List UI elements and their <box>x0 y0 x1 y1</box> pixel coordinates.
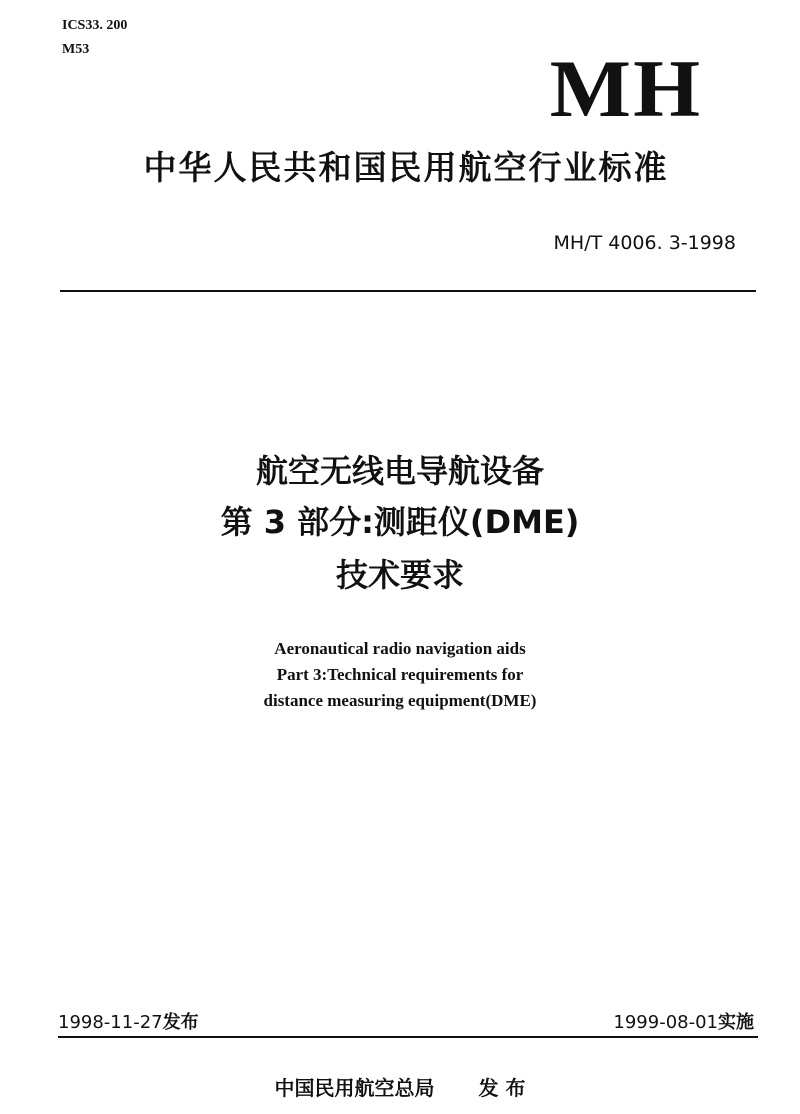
issue-date: 1998-11-27 <box>58 1012 163 1033</box>
top-divider <box>60 290 756 292</box>
mh-logo: MH <box>549 43 702 134</box>
document-title-en-line1: Aeronautical radio navigation aids <box>274 639 526 658</box>
document-title-en-line3: distance measuring equipment(DME) <box>263 691 537 710</box>
document-title-cn-line3: 技术要求 <box>335 556 464 594</box>
issue-label: 发布 <box>162 1012 199 1033</box>
implement-date: 1999-08-01 <box>613 1012 718 1033</box>
document-title-cn-line2: 第 3 部分:测距仪(DME) <box>220 503 580 541</box>
ics-code: ICS33. 200 <box>62 18 128 33</box>
document-title-en-line2: Part 3:Technical requirements for <box>276 665 524 684</box>
standard-code: MH/T 4006. 3-1998 <box>553 232 736 254</box>
standard-title: 中华人民共和国民用航空行业标准 <box>143 148 669 187</box>
publisher-action: 发 布 <box>478 1076 526 1100</box>
issue-date-block <box>58 1011 199 1035</box>
publisher-name: 中国民用航空总局 <box>274 1076 435 1100</box>
publisher-line <box>0 1074 800 1102</box>
implement-date-block <box>613 1011 754 1035</box>
document-title-cn-line1: 航空无线电导航设备 <box>255 452 544 490</box>
bottom-divider <box>58 1036 758 1038</box>
classification-code: M53 <box>62 42 90 57</box>
implement-label: 实施 <box>718 1012 754 1033</box>
